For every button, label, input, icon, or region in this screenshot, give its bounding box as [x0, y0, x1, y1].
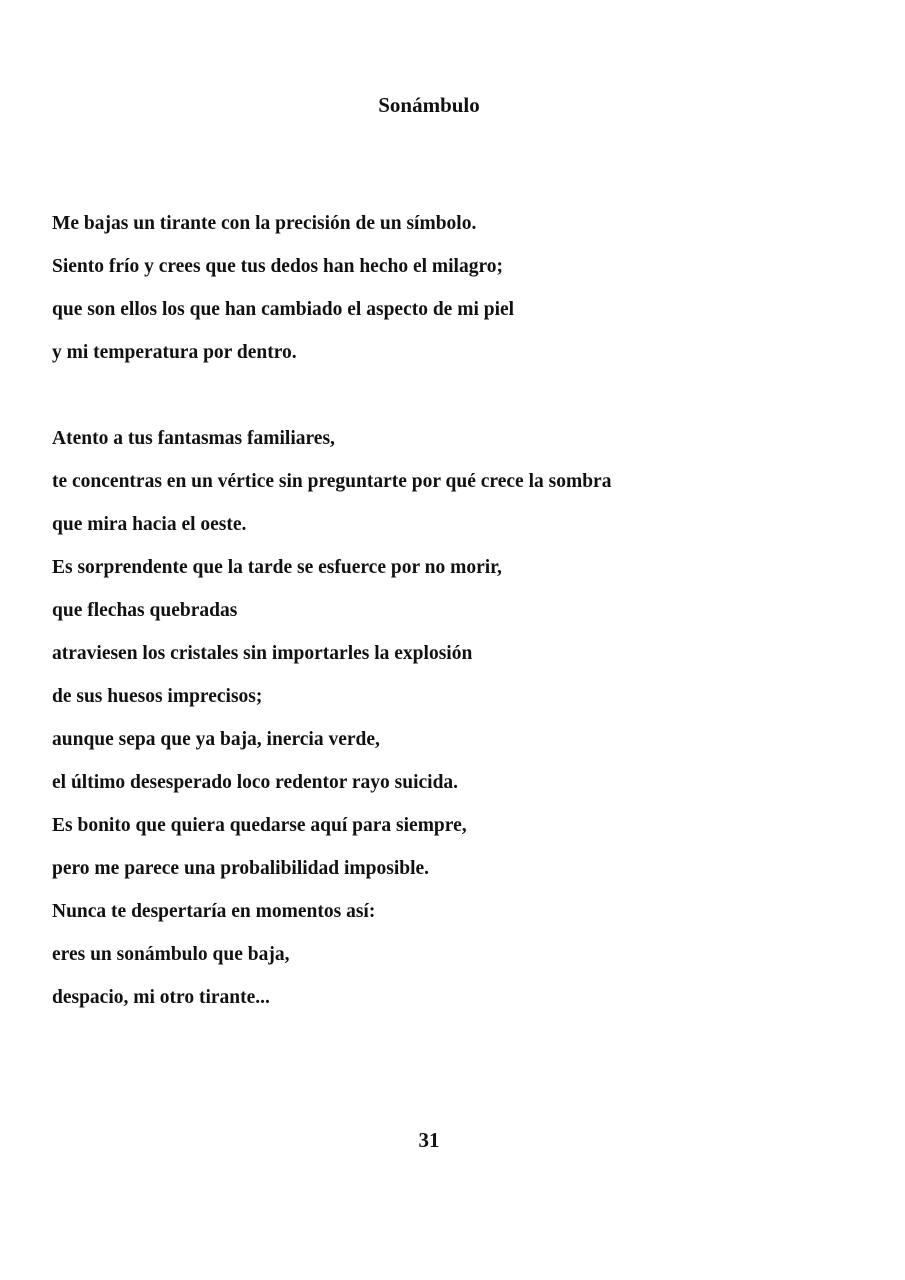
verse-line: atraviesen los cristales sin importarles la explosión	[52, 643, 473, 664]
stanza-2	[52, 417, 611, 1019]
verse-line: eres un sonámbulo que baja,	[52, 944, 290, 965]
verse-line: Nunca te despertaría en momentos así:	[52, 901, 376, 922]
verse-line: Me bajas un tirante con la precisión de un símbolo.	[52, 213, 477, 234]
verse-line: Es bonito que quiera quedarse aquí para siempre,	[52, 815, 467, 836]
verse-line: que mira hacia el oeste.	[52, 514, 247, 535]
verse-line: Siento frío y crees que tus dedos han hecho el milagro;	[52, 256, 504, 277]
verse-line: el último desesperado loco redentor rayo suicida.	[52, 772, 459, 793]
verse-line: Atento a tus fantasmas familiares,	[52, 428, 335, 449]
stanza-1	[52, 202, 514, 374]
verse-line: Es sorprendente que la tarde se esfuerce por no morir,	[52, 557, 502, 578]
verse-line: aunque sepa que ya baja, inercia verde,	[52, 729, 380, 750]
verse-line: pero me parece una probalibilidad imposible.	[52, 858, 430, 879]
verse-line: de sus huesos imprecisos;	[52, 686, 263, 707]
page-number: 31	[418, 1128, 440, 1152]
verse-line: que son ellos los que han cambiado el aspecto de mi piel	[52, 299, 515, 320]
verse-line: despacio, mi otro tirante...	[52, 987, 270, 1008]
verse-line: que flechas quebradas	[52, 600, 238, 621]
verse-line: te concentras en un vértice sin preguntarte por qué crece la sombra	[52, 471, 612, 492]
poem-title: Sonámbulo	[378, 93, 480, 117]
verse-line: y mi temperatura por dentro.	[52, 342, 297, 363]
